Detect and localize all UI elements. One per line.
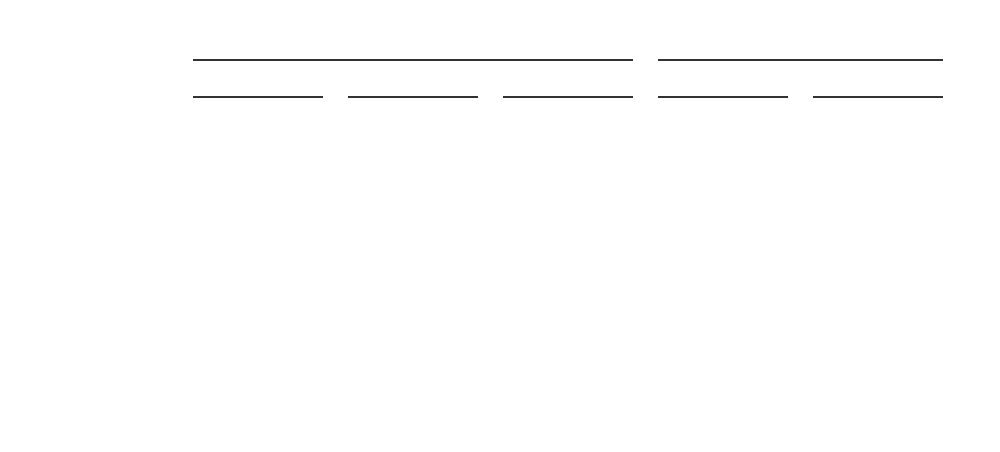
year-rule-2023	[503, 96, 633, 98]
row-label-total	[14, 333, 22, 351]
year-rule-2023-5m	[658, 96, 788, 98]
year-rule-2022	[348, 96, 478, 98]
group-header-five-months-rule	[658, 59, 943, 61]
year-rule-2024-5m	[813, 96, 943, 98]
group-header-full-year-rule	[193, 59, 633, 61]
year-rule-2021	[193, 96, 323, 98]
